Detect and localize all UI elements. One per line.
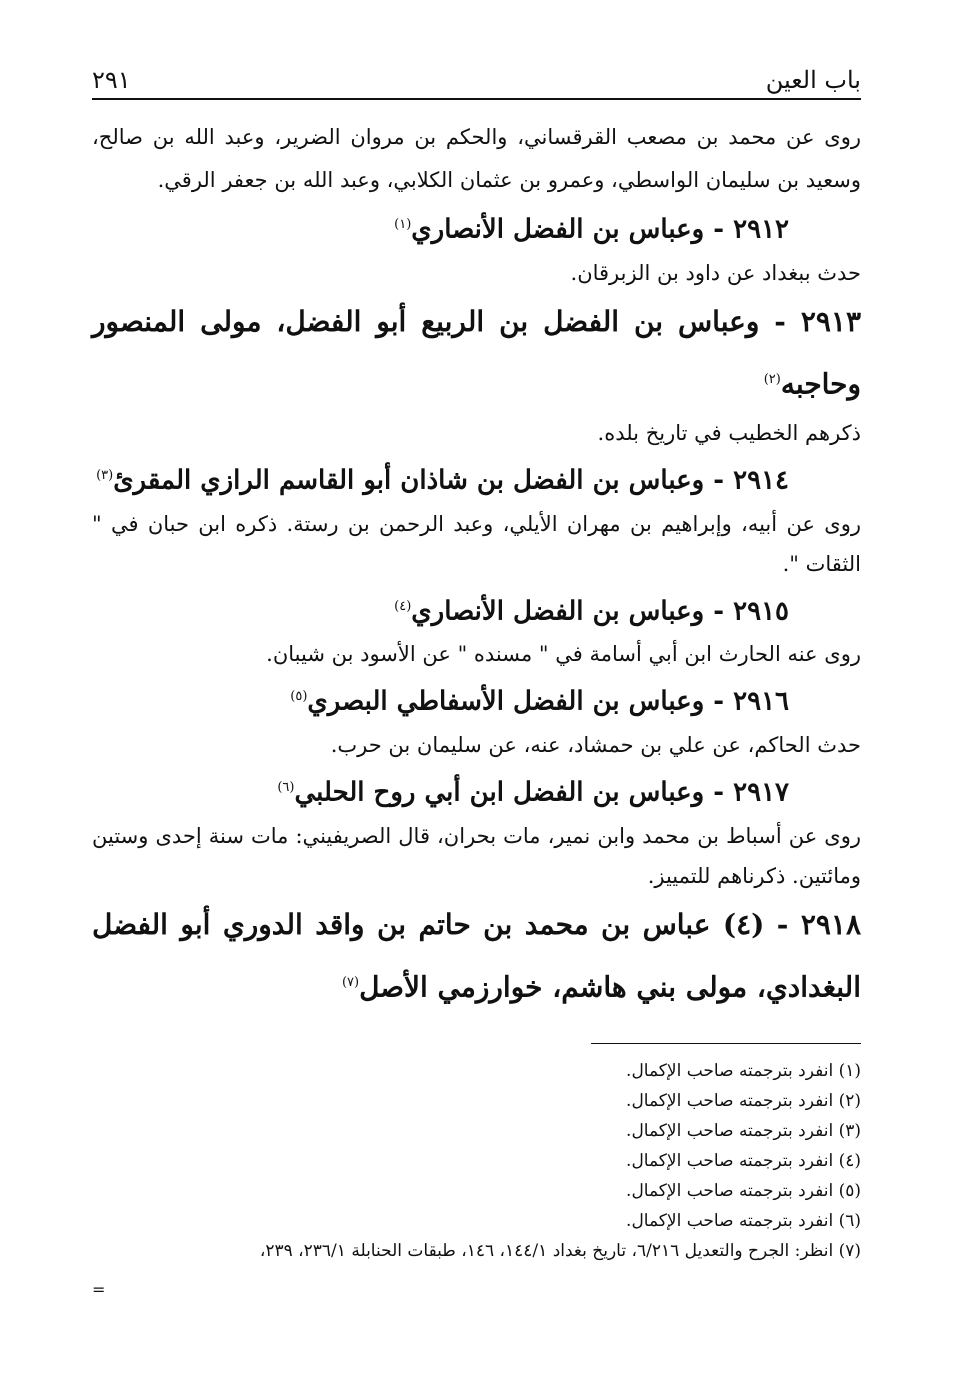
entry-title: ٢٩١٥ - وعباس بن الفضل الأنصاري bbox=[411, 596, 789, 627]
footnote-4: (٤) انفرد بترجمته صاحب الإكمال. bbox=[626, 1151, 861, 1171]
entry-title: ٢٩١٤ - وعباس بن الفضل بن شاذان أبو القاسم الرازي المقرئ bbox=[113, 465, 789, 496]
entry-heading-2916 bbox=[92, 674, 861, 725]
entry-heading-2915 bbox=[92, 584, 861, 635]
footnote-ref[interactable]: (٥) bbox=[290, 689, 308, 705]
footnote-3: (٣) انفرد بترجمته صاحب الإكمال. bbox=[626, 1121, 861, 1141]
footnote-6: (٦) انفرد بترجمته صاحب الإكمال. bbox=[626, 1211, 861, 1231]
running-title: باب العين bbox=[765, 66, 861, 94]
entry-body-2912: حدث ببغداد عن داود بن الزبرقان. bbox=[570, 260, 861, 285]
footnote-ref[interactable]: (١) bbox=[394, 217, 412, 232]
entry-body-2914: روى عن أبيه، وإبراهيم بن مهران الأيلي، وعبد الرحمن بن رستة. ذكره ابن حبان في " الثقات ". bbox=[92, 511, 861, 576]
footnote-5: (٥) انفرد بترجمته صاحب الإكمال. bbox=[626, 1181, 861, 1201]
footnotes bbox=[92, 1056, 861, 1266]
entry-body-2916: حدث الحاكم، عن علي بن حمشاد، عنه، عن سليمان بن حرب. bbox=[330, 732, 861, 757]
entry-title: ٢٩١٦ - وعباس بن الفضل الأسفاطي البصري bbox=[307, 686, 789, 717]
entry-title: ٢٩١٨ - (٤) عباس بن محمد بن حاتم بن واقد الدوري أبو الفضل البغدادي، مولى بني هاشم، خوارزمي الأصل bbox=[92, 907, 861, 1003]
footnote-1: (١) انفرد بترجمته صاحب الإكمال. bbox=[626, 1061, 861, 1081]
page-header bbox=[92, 52, 861, 100]
entry-body-2917: روى عن أسباط بن محمد وابن نمير، مات بحران، قال الصريفيني: مات سنة إحدى وستين ومائتين. ذكرناهم للتمييز. bbox=[92, 823, 861, 888]
continuation-mark: = bbox=[92, 1280, 106, 1299]
footnote-ref[interactable]: (٢) bbox=[763, 371, 781, 387]
intro-paragraph: روى عن محمد بن مصعب القرقساني، والحكم بن مروان الضرير، وعبد الله بن صالح، وسعيد بن سليمان الواسطي، وعمرو بن عثمان الكلابي، وعبد الله بن جعفر الرقي. bbox=[92, 125, 861, 192]
footnote-2: (٢) انفرد بترجمته صاحب الإكمال. bbox=[626, 1091, 861, 1111]
footnote-ref[interactable]: (٣) bbox=[96, 467, 114, 483]
footnote-ref[interactable]: (٦) bbox=[277, 779, 295, 795]
entry-heading-2912 bbox=[92, 202, 861, 253]
page-number: ٢٩١ bbox=[92, 66, 131, 94]
entry-heading-2913 bbox=[92, 293, 861, 413]
footnote-ref[interactable]: (٤) bbox=[394, 598, 412, 614]
entry-heading-2918 bbox=[92, 896, 861, 1016]
footnote-ref[interactable]: (٧) bbox=[341, 974, 360, 990]
entry-heading-2914 bbox=[92, 453, 861, 504]
entry-heading-2917 bbox=[92, 765, 861, 816]
main-text bbox=[92, 116, 861, 1016]
footnote-divider bbox=[591, 1043, 861, 1044]
footnote-7: (٧) انظر: الجرح والتعديل ٦/٢١٦، تاريخ بغداد ١٤٤/١، ١٤٦، طبقات الحنابلة ٢٣٦/١، ٢٣٩، bbox=[259, 1241, 861, 1261]
entry-body-2915: روى عنه الحارث ابن أبي أسامة في " مسنده " عن الأسود بن شيبان. bbox=[266, 642, 861, 667]
entry-title: ٢٩١٧ - وعباس بن الفضل ابن أبي روح الحلبي bbox=[294, 777, 789, 808]
entry-title: ٢٩١٣ - وعباس بن الفضل بن الربيع أبو الفضل، مولى المنصور وحاجبه bbox=[92, 304, 861, 400]
entry-body-2913: ذكرهم الخطيب في تاريخ بلده. bbox=[597, 420, 861, 445]
entry-title: ٢٩١٢ - وعباس بن الفضل الأنصاري bbox=[411, 214, 789, 245]
